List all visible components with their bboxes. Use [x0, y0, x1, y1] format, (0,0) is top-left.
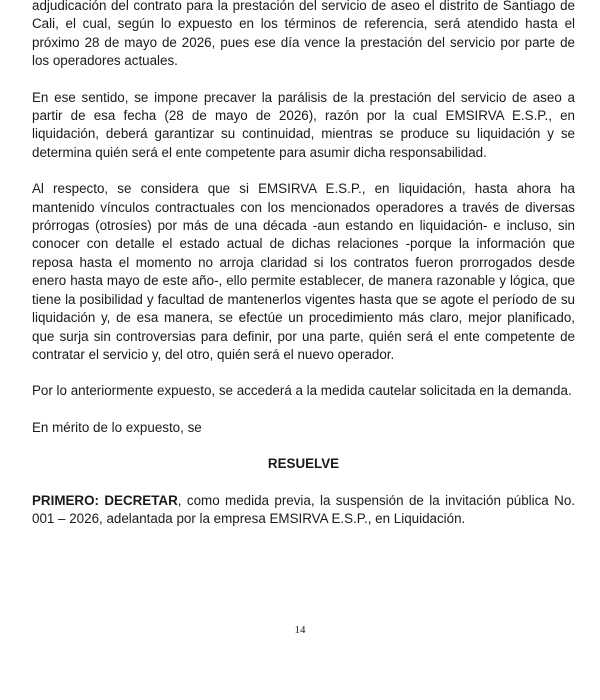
resolution-first-text: , como medida previa, la suspensión de la invitación pública No. 001 – 2026, adelantada por la empresa EMSIRVA E.S.P., en Liquidación.: [32, 492, 575, 526]
paragraph-service-continuity: En ese sentido, se impone precaver la parálisis de la prestación del servicio de aseo a partir de esa fecha (28 de mayo de 2026), razón por la cual EMSIRVA E.S.P., en liquidación, deberá garantizar su continuidad, mientras se produce su liquidación y se determina quién será el ente competente para asumir dicha responsabilidad.: [32, 89, 575, 160]
paragraph-merit-statement: En mérito de lo expuesto, se: [32, 419, 202, 435]
resolution-heading: RESUELVE: [267, 456, 340, 472]
paragraph-first-resolution: [32, 492, 575, 529]
document-page: [32, 0, 575, 528]
page-number: 14: [294, 624, 306, 636]
paragraph-contract-adjudication: adjudicación del contrato para la prestación del servicio de aseo el distrito de Santiago de Cali, el cual, según lo expuesto en los términos de referencia, será atendido hasta el próximo 28 de mayo de 2026, pues ese día vence la prestación del servicio por parte de los operadores actuales.: [32, 0, 575, 69]
paragraph-contractual-relations: Al respecto, se considera que si EMSIRVA E.S.P., en liquidación, hasta ahora ha mantenido vínculos contractuales con los mencionados operadores a través de diversas prórrogas (otrosíes) por más de una década -aun estando en liquidación- e incluso, sin conocer con detalle el estado actual de dichas relaciones -porque la información que reposa hasta el momento no arroja claridad si los contratos fueron prorrogados desde enero hasta mayo de este año-, ello permite establecer, de manera razonable y lógica, que tiene la posibilidad y facultad de mantenerlos vigentes hasta que se agote el período de su liquidación y, de esa manera, se efectúe un procedimiento más claro, mejor planificado, que surja sin controversias para definir, por una parte, quién será el ente competente de contratar el servicio y, del otro, quién será el nuevo operador.: [32, 181, 575, 362]
resolution-first-lead: PRIMERO: DECRETAR: [32, 492, 178, 508]
paragraph-precautionary-measure: Por lo anteriormente expuesto, se accederá a la medida cautelar solicitada en la demanda.: [32, 383, 572, 399]
